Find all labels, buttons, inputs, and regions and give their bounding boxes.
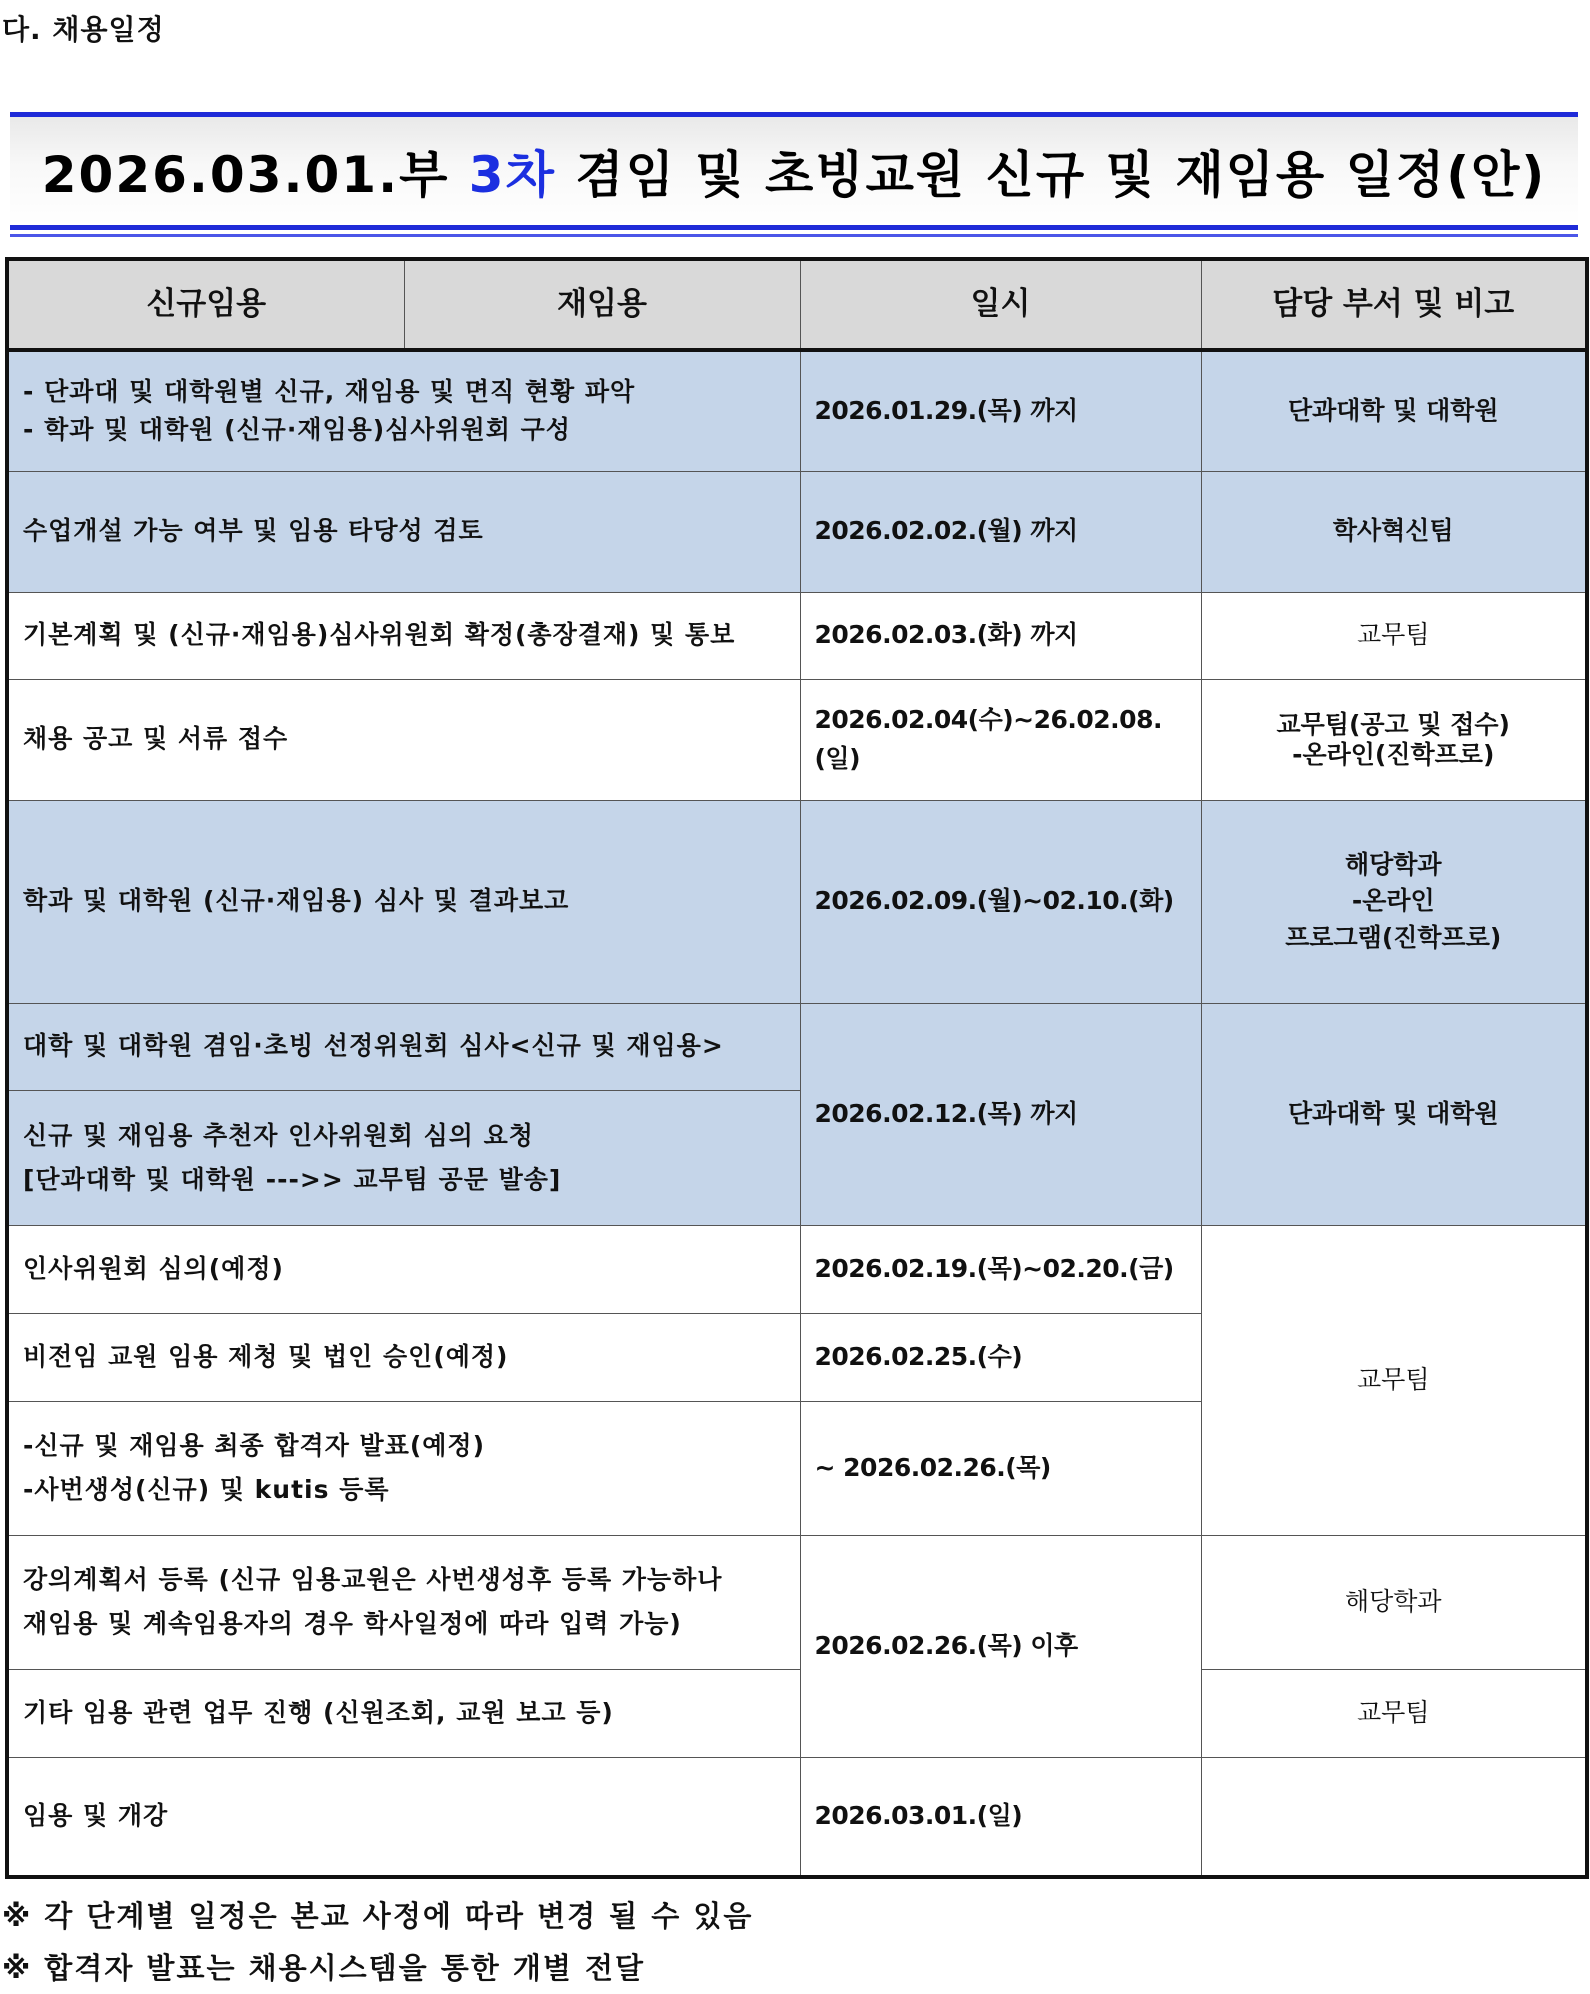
row-dept xyxy=(1201,679,1587,800)
title-accent: 3차 xyxy=(468,146,556,204)
item-line: 강의계획서 등록 (신규 임용교원은 사번생성후 등록 가능하나 xyxy=(23,1565,723,1595)
title-banner xyxy=(10,112,1578,230)
page-title xyxy=(42,135,1546,207)
table-row xyxy=(7,1003,1587,1090)
row-dept: 단과대학 및 대학원 xyxy=(1201,350,1587,471)
row-item xyxy=(7,1090,800,1225)
row-item: 비전임 교원 임용 제청 및 법인 승인(예정) xyxy=(7,1313,800,1401)
row-item: 학과 및 대학원 (신규·재임용) 심사 및 결과보고 xyxy=(7,800,800,1003)
dept-line: 프로그램(진학프로) xyxy=(1285,922,1502,952)
schedule-table xyxy=(5,257,1589,1879)
row-item xyxy=(7,1401,800,1535)
table-row xyxy=(7,471,1587,592)
notes xyxy=(2,1890,753,1994)
header-date: 일시 xyxy=(800,259,1201,350)
row-dept: 교무팀 xyxy=(1201,592,1587,679)
row-date: 2026.02.03.(화) 까지 xyxy=(800,592,1201,679)
item-line: -신규 및 재임용 최종 합격자 발표(예정) xyxy=(23,1431,485,1461)
item-line: [단과대학 및 대학원 --->> 교무팀 공문 발송] xyxy=(23,1164,562,1194)
row-date: 2026.02.12.(목) 까지 xyxy=(800,1003,1201,1225)
table-row xyxy=(7,1669,1587,1757)
row-dept: 교무팀 xyxy=(1201,1669,1587,1757)
item-line: - 학과 및 대학원 (신규·재임용)심사위원회 구성 xyxy=(23,415,571,445)
table-row xyxy=(7,1225,1587,1313)
row-dept: 단과대학 및 대학원 xyxy=(1201,1003,1587,1225)
header-dept: 담당 부서 및 비고 xyxy=(1201,259,1587,350)
dept-line: 해당학과 xyxy=(1344,850,1442,880)
note-line: ※ 각 단계별 일정은 본교 사정에 따라 변경 될 수 있음 xyxy=(2,1899,754,1933)
row-item xyxy=(7,1535,800,1669)
note-line: ※ 합격자 발표는 채용시스템을 통한 개별 전달 xyxy=(2,1951,646,1985)
title-suffix: 겸임 및 초빙교원 신규 및 재임용 일정(안) xyxy=(555,146,1547,204)
table-row xyxy=(7,1535,1587,1669)
row-item: 기타 임용 관련 업무 진행 (신원조회, 교원 보고 등) xyxy=(7,1669,800,1757)
row-date: 2026.03.01.(일) xyxy=(800,1757,1201,1877)
row-date: 2026.02.04(수)~26.02.08.(일) xyxy=(800,679,1201,800)
row-date: 2026.02.09.(월)~02.10.(화) xyxy=(800,800,1201,1003)
row-date: 2026.02.26.(목) 이후 xyxy=(800,1535,1201,1757)
row-dept xyxy=(1201,800,1587,1003)
dept-line: -온라인 xyxy=(1351,886,1435,916)
row-item: 기본계획 및 (신규·재임용)심사위원회 확정(총장결재) 및 통보 xyxy=(7,592,800,679)
table-row xyxy=(7,1757,1587,1877)
row-dept: 교무팀 xyxy=(1201,1225,1587,1535)
dept-line: 교무팀(공고 및 접수) xyxy=(1276,709,1510,739)
item-line: -사번생성(신규) 및 kutis 등록 xyxy=(23,1475,390,1504)
section-heading: 다. 채용일정 xyxy=(2,13,165,46)
table-row xyxy=(7,592,1587,679)
item-line: 재임용 및 계속임용자의 경우 학사일정에 따라 입력 가능) xyxy=(23,1609,682,1638)
row-date: 2026.02.25.(수) xyxy=(800,1313,1201,1401)
row-dept: 해당학과 xyxy=(1201,1535,1587,1669)
row-item: 인사위원회 심의(예정) xyxy=(7,1225,800,1313)
row-item: 대학 및 대학원 겸임·초빙 선정위원회 심사<신규 및 재임용> xyxy=(7,1003,800,1090)
item-line: - 단과대 및 대학원별 신규, 재임용 및 면직 현황 파악 xyxy=(23,376,636,406)
table-header-row xyxy=(7,259,1587,350)
row-item xyxy=(7,350,800,471)
row-item: 임용 및 개강 xyxy=(7,1757,800,1877)
row-dept xyxy=(1201,1757,1587,1877)
row-item: 채용 공고 및 서류 접수 xyxy=(7,679,800,800)
row-date: 2026.02.02.(월) 까지 xyxy=(800,471,1201,592)
row-date: 2026.01.29.(목) 까지 xyxy=(800,350,1201,471)
table-row xyxy=(7,350,1587,471)
item-line: 신규 및 재임용 추천자 인사위원회 심의 요청 xyxy=(23,1120,534,1150)
row-date: 2026.02.19.(목)~02.20.(금) xyxy=(800,1225,1201,1313)
table-row xyxy=(7,800,1587,1003)
title-prefix: 2026.03.01.부 xyxy=(41,146,469,204)
table-row xyxy=(7,679,1587,800)
header-reappointment: 재임용 xyxy=(404,259,800,350)
row-date: ~ 2026.02.26.(목) xyxy=(800,1401,1201,1535)
dept-line: -온라인(진학프로) xyxy=(1292,739,1495,769)
header-new: 신규임용 xyxy=(7,259,404,350)
row-dept: 학사혁신팀 xyxy=(1201,471,1587,592)
row-item: 수업개설 가능 여부 및 임용 타당성 검토 xyxy=(7,471,800,592)
